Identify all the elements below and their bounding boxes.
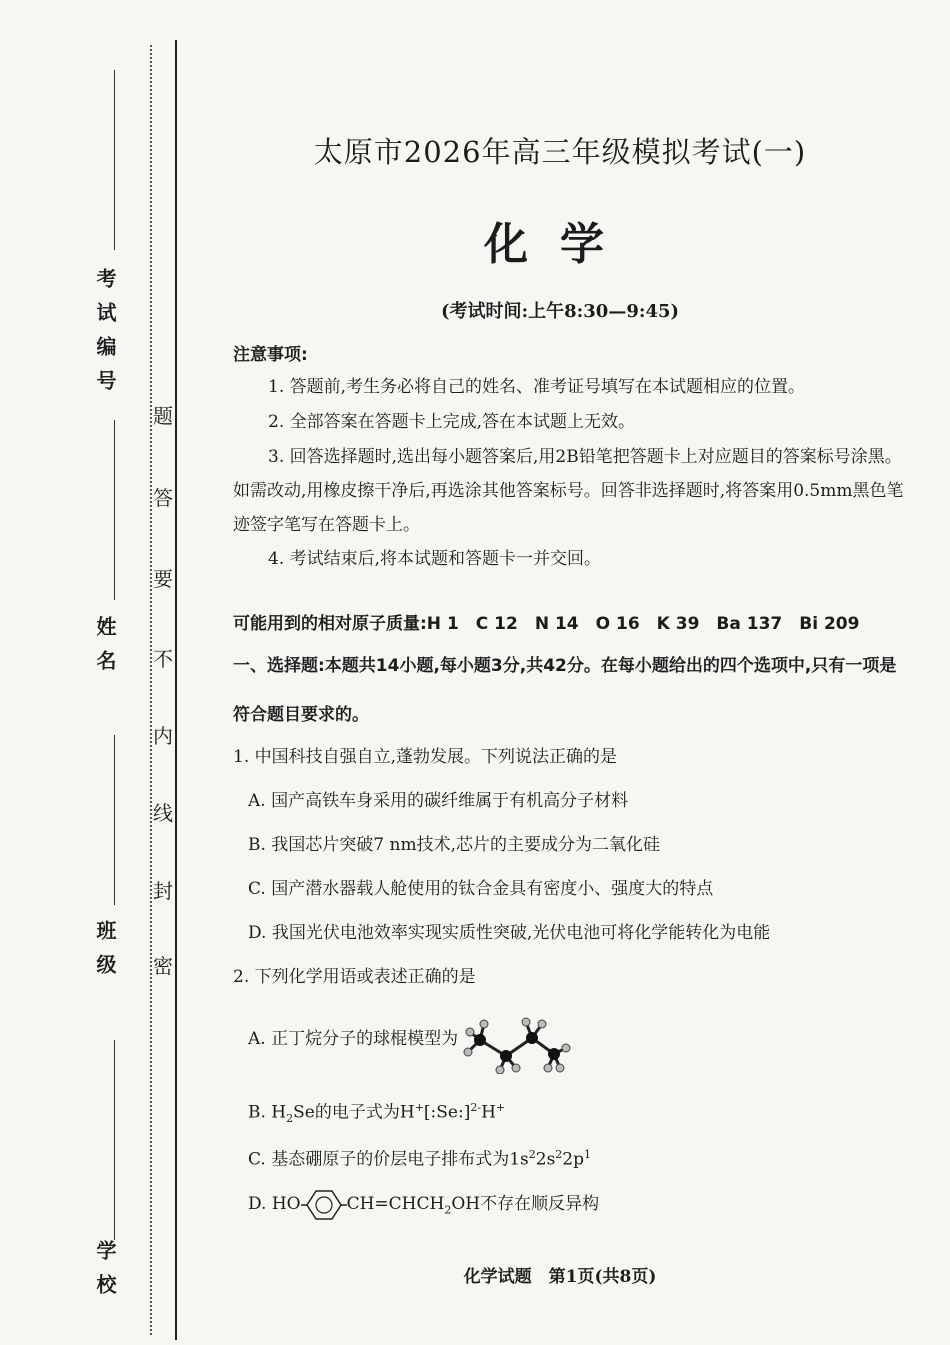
notice-heading: 注意事项: [233, 345, 308, 365]
notice-item: 3. 回答选择题时,选出每小题答案后,用2B铅笔把答题卡上对应题目的答案标号涂黑。 [268, 447, 902, 467]
exam-title: 太原市2026年高三年级模拟考试(一) [313, 135, 807, 169]
warning-char: 封 [153, 879, 173, 903]
class-blank [114, 735, 115, 905]
class-label: 班级 [93, 920, 117, 988]
warning-char: 题 [153, 404, 173, 428]
option-a: A. 正丁烷分子的球棍模型为 [248, 1029, 459, 1049]
benzene-ring-icon [301, 1188, 347, 1222]
butane-ball-stick-icon [462, 1012, 572, 1074]
notice-item: 2. 全部答案在答题卡上完成,答在本试题上无效。 [268, 412, 636, 432]
name-label: 姓名 [93, 616, 117, 684]
atomic-masses: 可能用到的相对原子质量:H 1 C 12 N 14 O 16 K 39 Ba 137 Bi 209 [233, 614, 860, 634]
question-stem: 1. 中国科技自强自立,蓬勃发展。下列说法正确的是 [233, 747, 618, 767]
notice-item: 1. 答题前,考生务必将自己的姓名、准考证号填写在本试题相应的位置。 [268, 377, 806, 397]
option-d: D. HO $CH=CHCH_2OH$不存在顺反异构 [248, 1192, 599, 1222]
option-c: C. 国产潜水器载人舱使用的钛合金具有密度小、强度大的特点 [248, 879, 714, 899]
binding-line [175, 40, 177, 1340]
seal-dotted-line [150, 45, 152, 1335]
warning-char: 不 [153, 647, 173, 671]
exam-time: (考试时间:上午8:30—9:45) [440, 301, 680, 322]
notice-item: 4. 考试结束后,将本试题和答题卡一并交回。 [268, 549, 602, 569]
option-b: B. 我国芯片突破7 nm技术,芯片的主要成分为二氧化硅 [248, 835, 660, 855]
exam-no-label: 考试编号 [93, 268, 117, 404]
option-c: C. 基态硼原子的价层电子排布式为$1s^22s^22p^1$ [248, 1148, 591, 1170]
school-blank [114, 1040, 115, 1240]
name-blank [114, 420, 115, 600]
section-heading: 一、选择题:本题共14小题,每小题3分,共42分。在每小题给出的四个选项中,只有一项是 [233, 656, 897, 676]
option-d: D. 我国光伏电池效率实现实质性突破,光伏电池可将化学能转化为电能 [248, 923, 771, 943]
warning-char: 内 [153, 724, 173, 748]
warning-char: 线 [153, 801, 173, 825]
question-stem: 2. 下列化学用语或表述正确的是 [233, 967, 476, 987]
school-label: 学校 [93, 1240, 117, 1308]
warning-char: 要 [153, 567, 173, 591]
section-heading: 符合题目要求的。 [233, 705, 369, 725]
page-footer: 化学试题 第1页(共8页) [463, 1267, 657, 1287]
warning-char: 答 [153, 486, 173, 510]
option-b: B. $H_2Se$的电子式为H+[:Se:]$^{2-}$H+ [248, 1101, 506, 1126]
notice-item: 迹签字笔写在答题卡上。 [233, 515, 420, 535]
subject-title: 化学 [484, 219, 636, 270]
notice-item: 如需改动,用橡皮擦干净后,再选涂其他答案标号。回答非选择题时,将答案用0.5mm黑色笔 [233, 481, 904, 501]
warning-char: 密 [153, 954, 173, 978]
exam-no-blank [114, 70, 115, 250]
option-a: A. 国产高铁车身采用的碳纤维属于有机高分子材料 [248, 791, 629, 811]
